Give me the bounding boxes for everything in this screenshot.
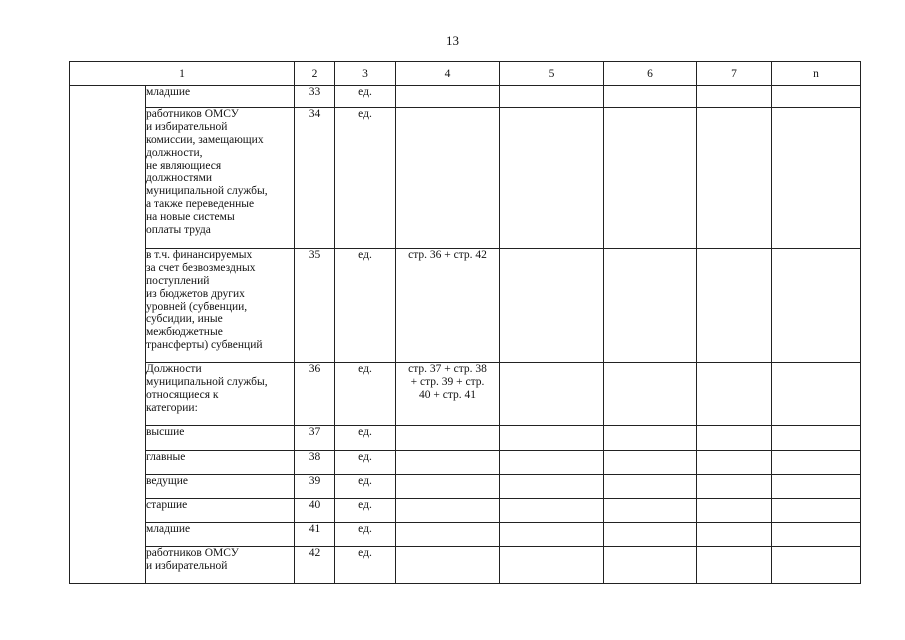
row-formula xyxy=(396,523,500,547)
row-unit: ед. xyxy=(335,547,396,584)
col-5-cell xyxy=(500,249,604,363)
col-n-cell xyxy=(772,499,861,523)
col-7-cell xyxy=(697,499,772,523)
table-row xyxy=(70,426,861,451)
row-formula: стр. 37 + стр. 38 + стр. 39 + стр. 40 + стр. 41 xyxy=(396,363,500,426)
col-7-cell xyxy=(697,86,772,108)
row-name: ведущие xyxy=(146,475,295,499)
table-row xyxy=(70,363,861,426)
col-7-cell xyxy=(697,547,772,584)
col-5-cell xyxy=(500,426,604,451)
col-n-cell xyxy=(772,475,861,499)
header-col-2: 2 xyxy=(295,62,335,86)
col-7-cell xyxy=(697,523,772,547)
table-body xyxy=(70,86,861,584)
col-n-cell xyxy=(772,451,861,475)
row-unit: ед. xyxy=(335,363,396,426)
table-row xyxy=(70,523,861,547)
row-name: работников ОМСУ и избирательной xyxy=(146,547,295,584)
row-name: младшие xyxy=(146,86,295,108)
col-n-cell xyxy=(772,426,861,451)
row-name: Должности муниципальной службы, относящиеся к категории: xyxy=(146,363,295,426)
col-n-cell xyxy=(772,547,861,584)
row-number: 35 xyxy=(295,249,335,363)
page-number: 13 xyxy=(446,33,459,48)
row-number: 38 xyxy=(295,451,335,475)
col-7-cell xyxy=(697,363,772,426)
col-n-cell xyxy=(772,108,861,249)
col-5-cell xyxy=(500,363,604,426)
row-number: 41 xyxy=(295,523,335,547)
table-row xyxy=(70,475,861,499)
row-formula xyxy=(396,108,500,249)
col-7-cell xyxy=(697,426,772,451)
col-6-cell xyxy=(604,523,697,547)
row-number: 37 xyxy=(295,426,335,451)
row-name: работников ОМСУ и избирательной комиссии, замещающих должности, не являющиеся должностями муниципальной службы, а также переведенные на новые системы оплаты труда xyxy=(146,108,295,249)
row-unit: ед. xyxy=(335,249,396,363)
col-5-cell xyxy=(500,86,604,108)
row-name: старшие xyxy=(146,499,295,523)
col-6-cell xyxy=(604,451,697,475)
col-5-cell xyxy=(500,523,604,547)
row-unit: ед. xyxy=(335,499,396,523)
col-7-cell xyxy=(697,451,772,475)
col-5-cell xyxy=(500,499,604,523)
header-col-1: 1 xyxy=(70,62,295,86)
col-n-cell xyxy=(772,363,861,426)
table-row xyxy=(70,547,861,584)
row-name: в т.ч. финансируемых за счет безвозмездных поступлений из бюджетов других уровней (субвенции, субсидии, иные межбюджетные трансферты) субвенций xyxy=(146,249,295,363)
row-unit: ед. xyxy=(335,108,396,249)
header-col-7: 7 xyxy=(697,62,772,86)
blank-indent-cell xyxy=(70,86,146,584)
row-unit: ед. xyxy=(335,451,396,475)
col-7-cell xyxy=(697,108,772,249)
header-col-6: 6 xyxy=(604,62,697,86)
table-row xyxy=(70,86,861,108)
row-number: 39 xyxy=(295,475,335,499)
col-6-cell xyxy=(604,475,697,499)
col-n-cell xyxy=(772,86,861,108)
row-unit: ед. xyxy=(335,475,396,499)
row-name: высшие xyxy=(146,426,295,451)
col-7-cell xyxy=(697,475,772,499)
col-5-cell xyxy=(500,108,604,249)
header-col-5: 5 xyxy=(500,62,604,86)
table-row xyxy=(70,249,861,363)
row-number: 34 xyxy=(295,108,335,249)
row-number: 42 xyxy=(295,547,335,584)
header-col-n: n xyxy=(772,62,861,86)
row-formula xyxy=(396,451,500,475)
row-unit: ед. xyxy=(335,523,396,547)
col-6-cell xyxy=(604,547,697,584)
table-row xyxy=(70,108,861,249)
row-unit: ед. xyxy=(335,86,396,108)
row-number: 33 xyxy=(295,86,335,108)
row-number: 36 xyxy=(295,363,335,426)
row-formula: стр. 36 + стр. 42 xyxy=(396,249,500,363)
header-col-4: 4 xyxy=(396,62,500,86)
col-n-cell xyxy=(772,523,861,547)
row-formula xyxy=(396,475,500,499)
row-name: младшие xyxy=(146,523,295,547)
row-formula xyxy=(396,499,500,523)
row-formula xyxy=(396,547,500,584)
col-6-cell xyxy=(604,426,697,451)
col-6-cell xyxy=(604,499,697,523)
row-formula xyxy=(396,86,500,108)
col-6-cell xyxy=(604,86,697,108)
row-formula xyxy=(396,426,500,451)
col-7-cell xyxy=(697,249,772,363)
col-n-cell xyxy=(772,249,861,363)
row-unit: ед. xyxy=(335,426,396,451)
col-6-cell xyxy=(604,249,697,363)
col-5-cell xyxy=(500,547,604,584)
col-6-cell xyxy=(604,108,697,249)
col-5-cell xyxy=(500,451,604,475)
table-row xyxy=(70,451,861,475)
col-6-cell xyxy=(604,363,697,426)
header-col-3: 3 xyxy=(335,62,396,86)
row-name: главные xyxy=(146,451,295,475)
table-row xyxy=(70,499,861,523)
row-number: 40 xyxy=(295,499,335,523)
col-5-cell xyxy=(500,475,604,499)
table-header-row xyxy=(70,62,861,86)
data-table xyxy=(69,61,861,584)
